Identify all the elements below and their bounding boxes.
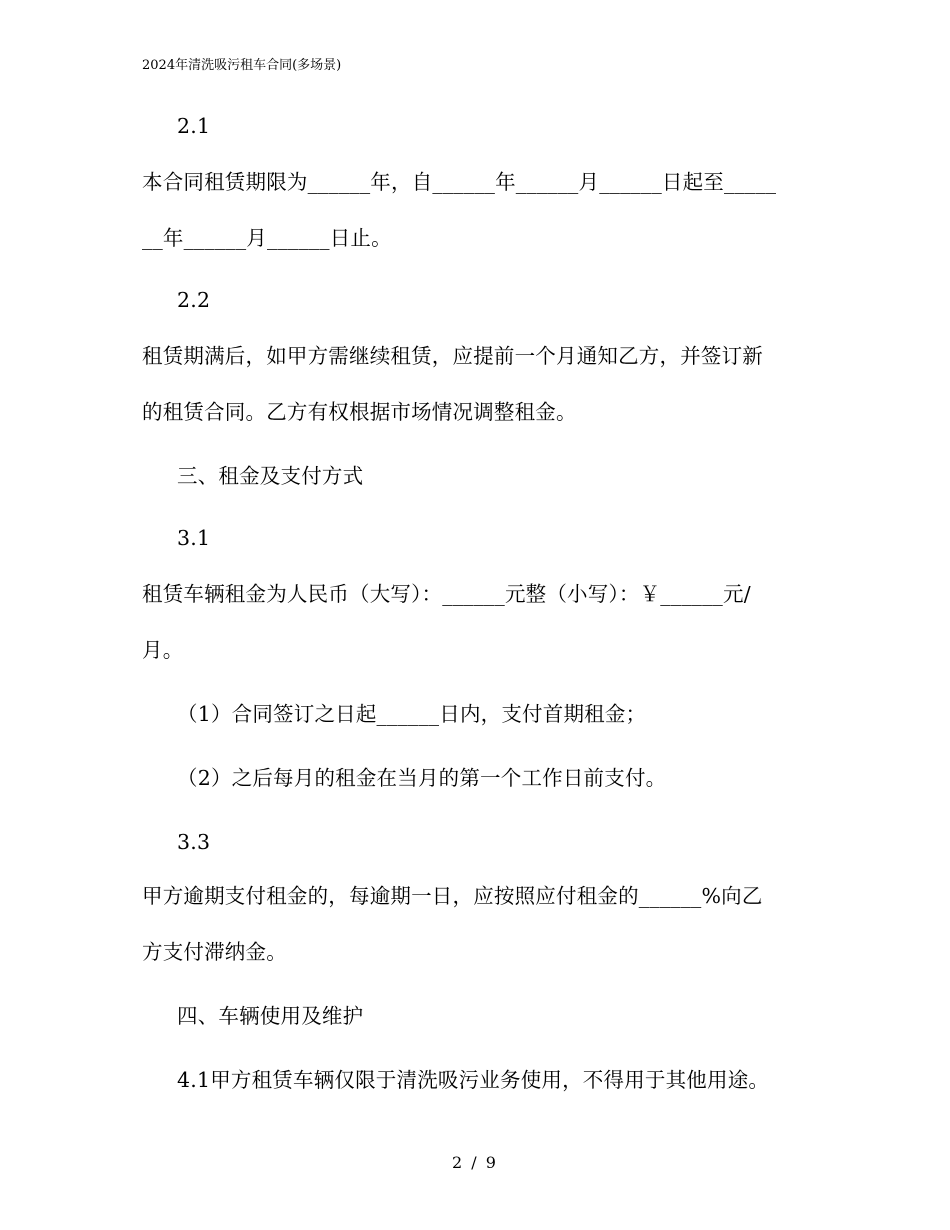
page-number: 2 / 9 xyxy=(452,1153,498,1172)
paragraph-line: 4.1甲方租赁车辆仅限于清洗吸污业务使用，不得用于其他用途。 xyxy=(177,1068,770,1092)
paragraph-line: 方支付滞纳金。 xyxy=(142,940,287,964)
clause-number: 3.3 xyxy=(177,830,211,854)
section-heading: 四、车辆使用及维护 xyxy=(177,1004,364,1028)
list-item: （2）之后每月的租金在当月的第一个工作日前支付。 xyxy=(177,766,667,790)
paragraph-line: 的租赁合同。乙方有权根据市场情况调整租金。 xyxy=(142,400,577,424)
running-header: 2024年清洗吸污租车合同(多场景) xyxy=(142,58,342,73)
section-heading: 三、租金及支付方式 xyxy=(177,464,364,488)
paragraph-line: 本合同租赁期限为______年，自______年______月______日起至_____ xyxy=(142,170,777,194)
paragraph-line: 甲方逾期支付租金的，每逾期一日，应按照应付租金的______%向乙 xyxy=(142,884,763,908)
clause-number: 2.1 xyxy=(177,114,211,138)
paragraph-line: __年______月______日止。 xyxy=(142,226,392,250)
paragraph-line: 租赁期满后，如甲方需继续租赁，应提前一个月通知乙方，并签订新 xyxy=(142,344,763,368)
paragraph-line: 月。 xyxy=(142,638,184,662)
list-item: （1）合同签订之日起______日内，支付首期租金； xyxy=(177,702,647,726)
clause-number: 2.2 xyxy=(177,288,211,312)
clause-number: 3.1 xyxy=(177,526,211,550)
paragraph-line: 租赁车辆租金为人民币（大写）：______元整（小写）：￥______元/ xyxy=(142,582,751,606)
